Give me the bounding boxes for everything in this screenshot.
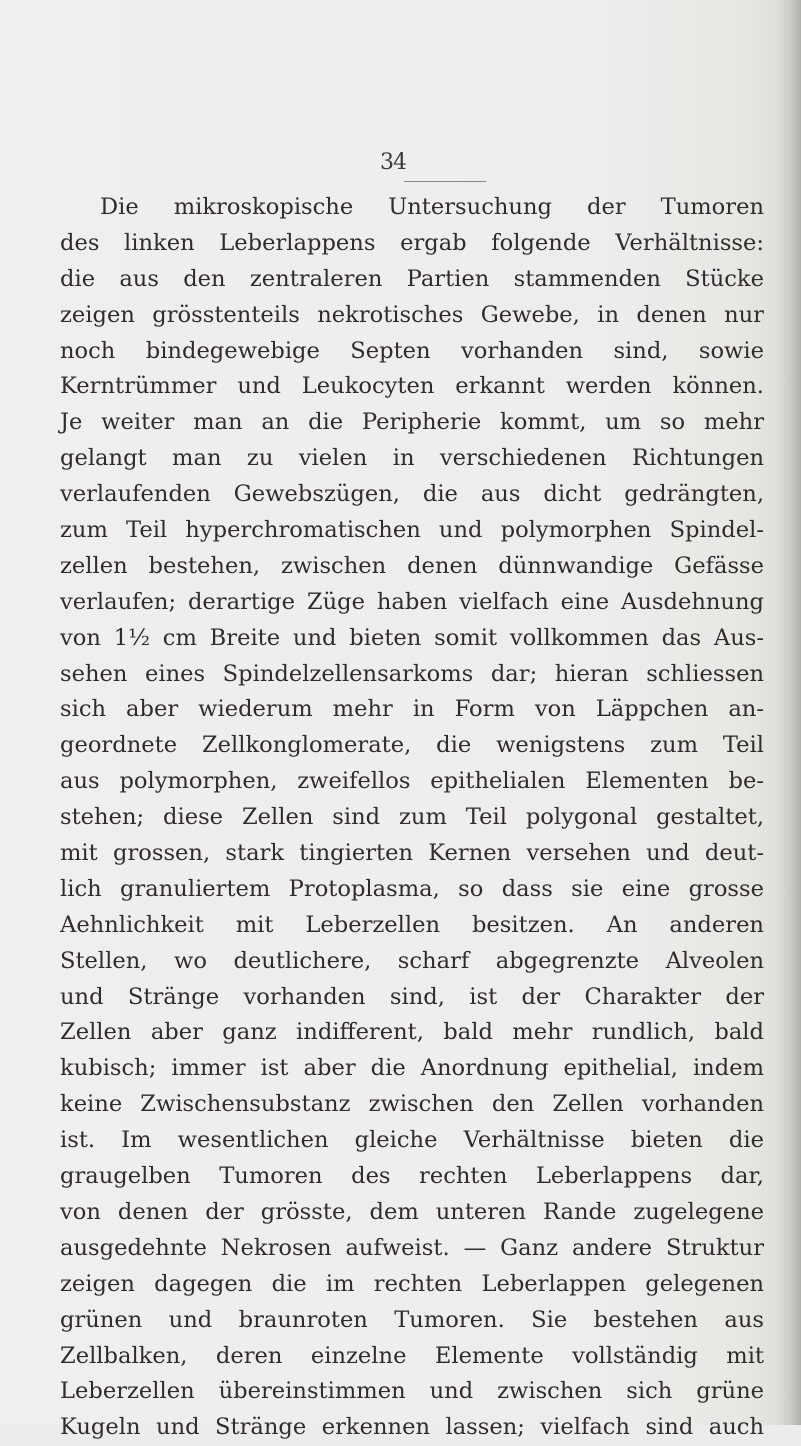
text-line: des linken Leberlappens ergab folgende Verhältnisse: — [60, 229, 764, 256]
text-line: geordnete Zellkonglomerate, die wenigstens zum Teil — [60, 732, 764, 759]
text-line: verlaufen; derartige Züge haben vielfach eine Ausdehnung — [60, 588, 764, 615]
page-number: 34 — [380, 150, 406, 175]
text-line: aus polymorphen, zweifellos epithelialen Elementen be- — [60, 768, 764, 795]
page-edge-shadow — [775, 0, 801, 1425]
text-line: von 1½ cm Breite und bieten somit vollkommen das Aus- — [60, 624, 764, 651]
text-line: grünen und braunroten Tumoren. Sie bestehen aus — [60, 1306, 764, 1333]
text-line: Stellen, wo deutlichere, scharf abgegrenzte Alveolen — [60, 947, 764, 974]
text-line: von denen der grösste, dem unteren Rande zugelegene — [60, 1198, 764, 1225]
text-line: Kugeln und Stränge erkennen lassen; vielfach sind auch — [60, 1414, 764, 1441]
text-line: sehen eines Spindelzellensarkoms dar; hieran schliessen — [60, 660, 764, 687]
text-line: Je weiter man an die Peripherie kommt, um so mehr — [60, 409, 764, 436]
text-line: graugelben Tumoren des rechten Leberlappens dar, — [60, 1163, 764, 1190]
page-number-rule — [404, 181, 486, 182]
text-line: Leberzellen übereinstimmen und zwischen sich grüne — [60, 1378, 764, 1405]
text-line: gelangt man zu vielen in verschiedenen Richtungen — [60, 445, 764, 472]
text-line: zum Teil hyperchromatischen und polymorphen Spindel- — [60, 517, 764, 544]
text-line: Zellen aber ganz indifferent, bald mehr rundlich, bald — [60, 1019, 764, 1046]
text-line: sich aber wiederum mehr in Form von Läppchen an- — [60, 696, 764, 723]
text-line: stehen; diese Zellen sind zum Teil polygonal gestaltet, — [60, 804, 764, 831]
text-line: ist. Im wesentlichen gleiche Verhältnisse bieten die — [60, 1127, 764, 1154]
text-line: keine Zwischensubstanz zwischen den Zellen vorhanden — [60, 1091, 764, 1118]
text-line: Die mikroskopische Untersuchung der Tumoren — [100, 194, 764, 220]
text-line: zeigen dagegen die im rechten Leberlappen gelegenen — [60, 1270, 764, 1297]
text-line: noch bindegewebige Septen vorhanden sind, sowie — [60, 337, 764, 364]
text-line: lich granuliertem Protoplasma, so dass sie eine grosse — [60, 875, 764, 902]
body-text — [60, 190, 764, 1446]
text-line: zellen bestehen, zwischen denen dünnwandige Gefässe — [60, 552, 764, 579]
text-line: Aehnlichkeit mit Leberzellen besitzen. An anderen — [60, 911, 764, 938]
text-line: zeigen grösstenteils nekrotisches Gewebe, in denen nur — [60, 301, 764, 328]
text-line: mit grossen, stark tingierten Kernen versehen und deut- — [60, 840, 764, 867]
text-line: Zellbalken, deren einzelne Elemente vollständig mit — [60, 1342, 764, 1369]
text-line: verlaufenden Gewebszügen, die aus dicht gedrängten, — [60, 481, 764, 508]
text-line: ausgedehnte Nekrosen aufweist. — Ganz andere Struktur — [60, 1234, 764, 1261]
text-line: kubisch; immer ist aber die Anordnung epithelial, indem — [60, 1055, 764, 1082]
text-line: die aus den zentraleren Partien stammenden Stücke — [60, 265, 764, 292]
text-line: und Stränge vorhanden sind, ist der Charakter der — [60, 983, 764, 1010]
text-line: Kerntrümmer und Leukocyten erkannt werden können. — [60, 373, 764, 400]
